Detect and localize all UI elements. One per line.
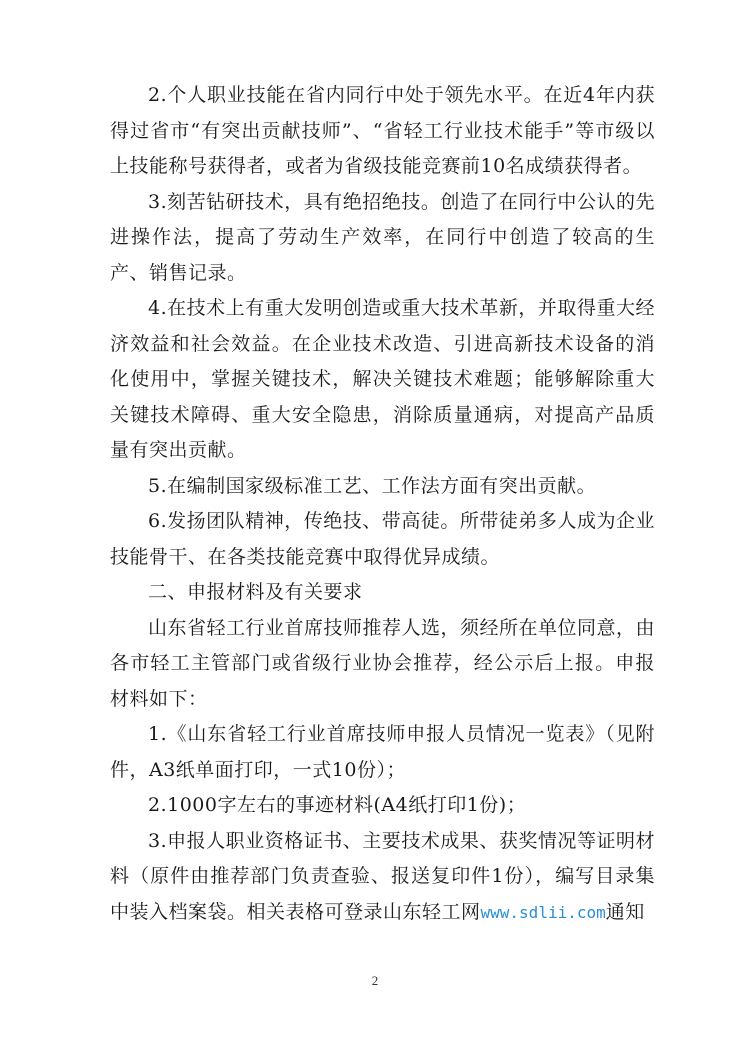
paragraph-item-3: 3.刻苦钻研技术，具有绝招绝技。创造了在同行中公认的先进操作法，提高了劳动生产效率，在同行中创造了较高的生产、销售记录。 [110,190,655,284]
material-item-3-text: 3.申报人职业资格证书、主要技术成果、获奖情况等证明材料（原件由推荐部门负责查验、报送复印件1份），编写目录集中装入档案袋。相关表格可登录山东轻工网 [110,829,655,923]
section-heading: 二、申报材料及有关要求 [148,581,363,603]
paragraph-item-4: 4.在技术上有重大发明创造或重大技术革新，并取得重大经济效益和社会效益。在企业技术改造、引进高新技术设备的消化使用中，掌握关键技术，解决关键技术难题；能够解除重大关键技术障碍、重大安全隐患，消除质量通病，对提高产品质量有突出贡献。 [110,297,655,461]
material-item-2: 2.1000字左右的事迹材料(A4纸打印1份)； [148,794,527,816]
paragraph-item-2: 2.个人职业技能在省内同行中处于领先水平。在近4年内获得过省市“有突出贡献技师”、“省轻工行业技术能手”等市级以上技能称号获得者，或者为省级技能竞赛前10名成绩获得者。 [110,84,655,177]
material-item-3-tail: 通知 [605,900,645,923]
paragraph-item-6: 6.发扬团队精神，传绝技、带高徒。所带徒弟多人成为企业技能骨干、在各类技能竞赛中取得优异成绩。 [110,510,655,568]
website-link[interactable]: www.sdlii.com [480,902,606,922]
section-intro-paragraph: 山东省轻工行业首席技师推荐人选，须经所在单位同意，由各市轻工主管部门或省级行业协会推荐，经公示后上报。申报材料如下： [110,616,656,710]
document-body [110,78,655,930]
material-item-3 [110,824,655,931]
paragraph-item-5: 5.在编制国家级标准工艺、工作法方面有突出贡献。 [148,474,597,497]
material-item-1: 1.《山东省轻工行业首席技师申报人员情况一览表》（见附件，A3纸单面打印，一式10份）； [110,723,655,781]
page-number: 2 [371,973,379,988]
